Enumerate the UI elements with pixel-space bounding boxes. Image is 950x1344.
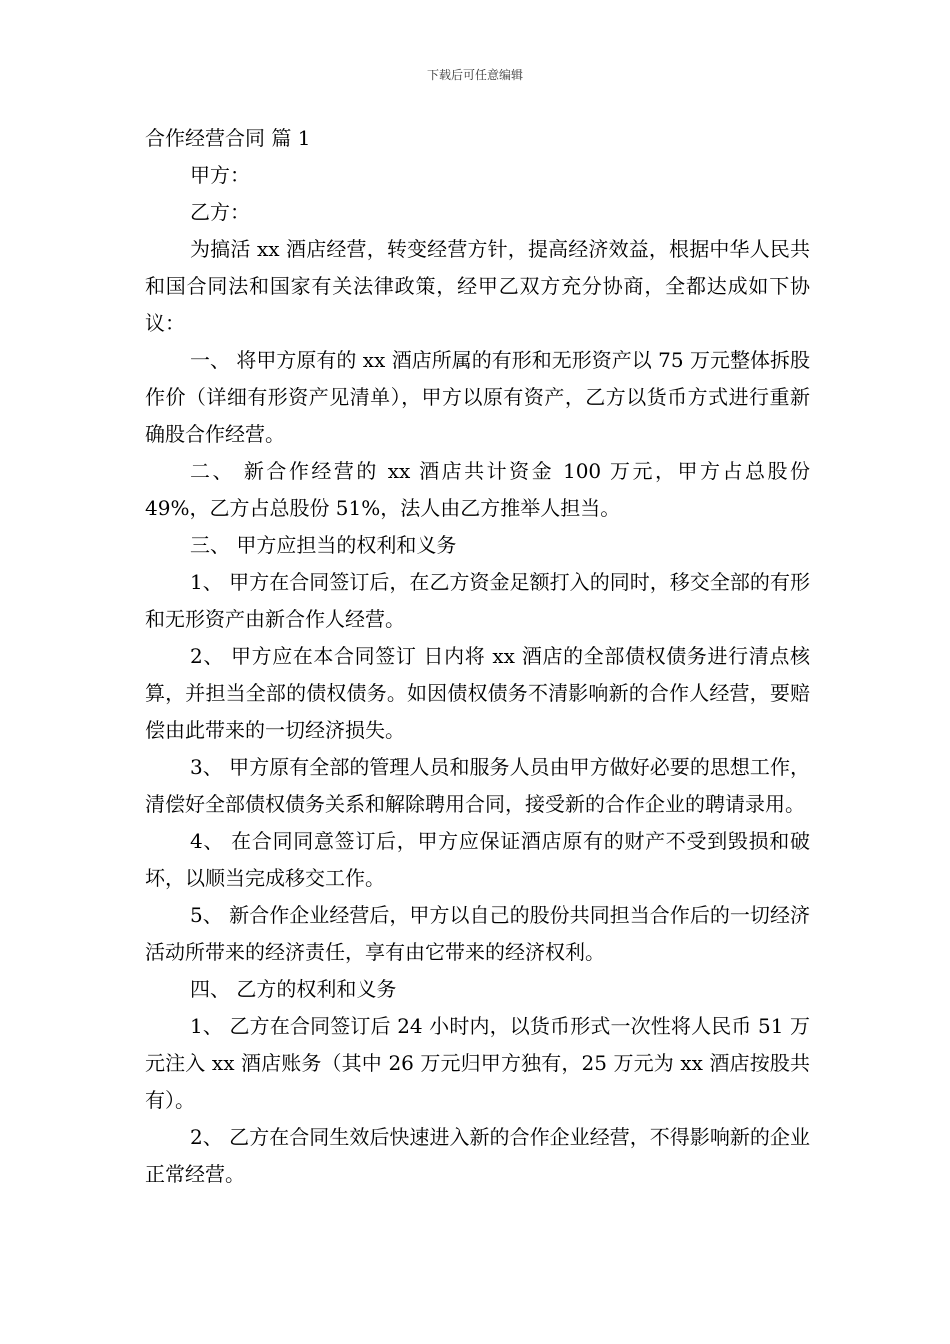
party-b-label: 乙方： [190,200,250,224]
party-a-label: 甲方： [190,163,250,187]
party-a-item-1: 1、 甲方在合同签订后，在乙方资金足额打入的同时，移交全部的有形和无形资产由新合作人经营。 [145,570,810,631]
page-header: 下载后可任意编辑 [426,68,523,82]
preamble-paragraph: 为搞活 xx 酒店经营，转变经营方针，提高经济效益，根据中华人民共和国合同法和国家有关法律政策，经甲乙双方充分协商，全都达成如下协议： [145,237,810,335]
party-a-item-4: 4、 在合同同意签订后，甲方应保证酒店原有的财产不受到毁损和破坏，以顺当完成移交工作。 [145,829,810,890]
clause-1: 一、 将甲方原有的 xx 酒店所属的有形和无形资产以 75 万元整体拆股作价（详细有形资产见清单），甲方以原有资产，乙方以货币方式进行重新确股合作经营。 [145,348,810,446]
party-b-item-2: 2、 乙方在合同生效后快速进入新的合作企业经营，不得影响新的企业正常经营。 [145,1125,810,1186]
clause-2: 二、 新合作经营的 xx 酒店共计资金 100 万元，甲方占总股份 49%，乙方占总股份 51%，法人由乙方推举人担当。 [145,459,810,520]
document-body [145,120,810,1193]
document-title: 合作经营合同 篇 1 [145,126,311,150]
party-a-item-2: 2、 甲方应在本合同签订 日内将 xx 酒店的全部债权债务进行清点核算，并担当全部的债权债务。如因债权债务不清影响新的合作人经营，要赔偿由此带来的一切经济损失。 [145,644,810,742]
party-a-item-3: 3、 甲方原有全部的管理人员和服务人员由甲方做好必要的思想工作，清偿好全部债权债务关系和解除聘用合同，接受新的合作企业的聘请录用。 [145,755,810,816]
section-heading-party-b-duties: 四、 乙方的权利和义务 [190,977,397,1001]
party-a-item-5: 5、 新合作企业经营后，甲方以自己的股份共同担当合作后的一切经济活动所带来的经济责任，享有由它带来的经济权利。 [145,903,810,964]
party-b-item-1: 1、 乙方在合同签订后 24 小时内，以货币形式一次性将人民币 51 万元注入 xx 酒店账务（其中 26 万元归甲方独有，25 万元为 xx 酒店按股共有）。 [145,1014,810,1112]
section-heading-party-a-duties: 三、 甲方应担当的权利和义务 [190,533,457,557]
